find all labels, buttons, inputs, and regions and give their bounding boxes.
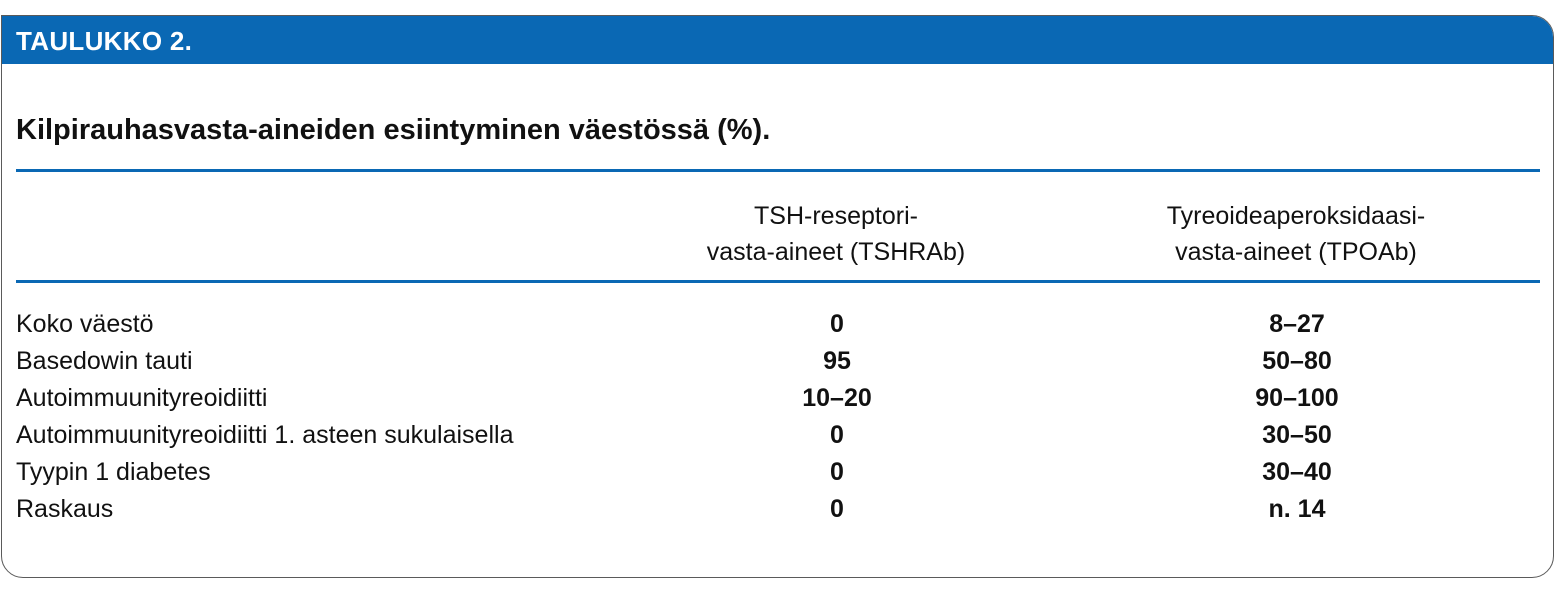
tpoab-value: n. 14: [1268, 495, 1326, 523]
column-header-tpoab-line1: Tyreoideaperoksidaasi-: [1166, 202, 1426, 230]
row-label: Basedowin tauti: [16, 347, 193, 375]
table-row: [16, 343, 1540, 380]
table-header-bar: [2, 16, 1553, 64]
table-row: [16, 380, 1540, 417]
table-row: [16, 417, 1540, 454]
tpoab-value: 8–27: [1269, 310, 1325, 338]
row-label: Autoimmuunityreoidiitti: [16, 384, 268, 412]
column-header-tpoab-line2: vasta-aineet (TPOAb): [1175, 238, 1417, 266]
table-row: [16, 306, 1540, 343]
table-label: TAULUKKO 2.: [16, 26, 193, 56]
table-card: [1, 15, 1554, 578]
header-rule: [16, 280, 1540, 283]
tshrab-value: 0: [830, 495, 844, 523]
tshrab-value: 10–20: [802, 384, 872, 412]
row-label: Autoimmuunityreoidiitti 1. asteen sukulaisella: [16, 421, 514, 449]
tpoab-value: 50–80: [1262, 347, 1332, 375]
table-title: Kilpirauhasvasta-aineiden esiintyminen väestössä (%).: [16, 114, 771, 146]
column-header-tshrab-line1: TSH-reseptori-: [754, 202, 918, 230]
table-row: [16, 491, 1540, 528]
top-rule: [16, 169, 1540, 172]
tshrab-value: 95: [823, 347, 851, 375]
row-label: Raskaus: [16, 495, 114, 523]
tshrab-value: 0: [830, 458, 844, 486]
tpoab-value: 90–100: [1255, 384, 1339, 412]
table-body: [16, 306, 1540, 528]
row-label: Koko väestö: [16, 310, 154, 338]
tshrab-value: 0: [830, 421, 844, 449]
tpoab-value: 30–40: [1262, 458, 1332, 486]
tshrab-value: 0: [830, 310, 844, 338]
column-header-tpoab: [1086, 198, 1506, 270]
row-label: Tyypin 1 diabetes: [16, 458, 211, 486]
tpoab-value: 30–50: [1262, 421, 1332, 449]
column-header-tshrab: [626, 198, 1046, 270]
column-header-tshrab-line2: vasta-aineet (TSHRAb): [706, 238, 966, 266]
table-row: [16, 454, 1540, 491]
